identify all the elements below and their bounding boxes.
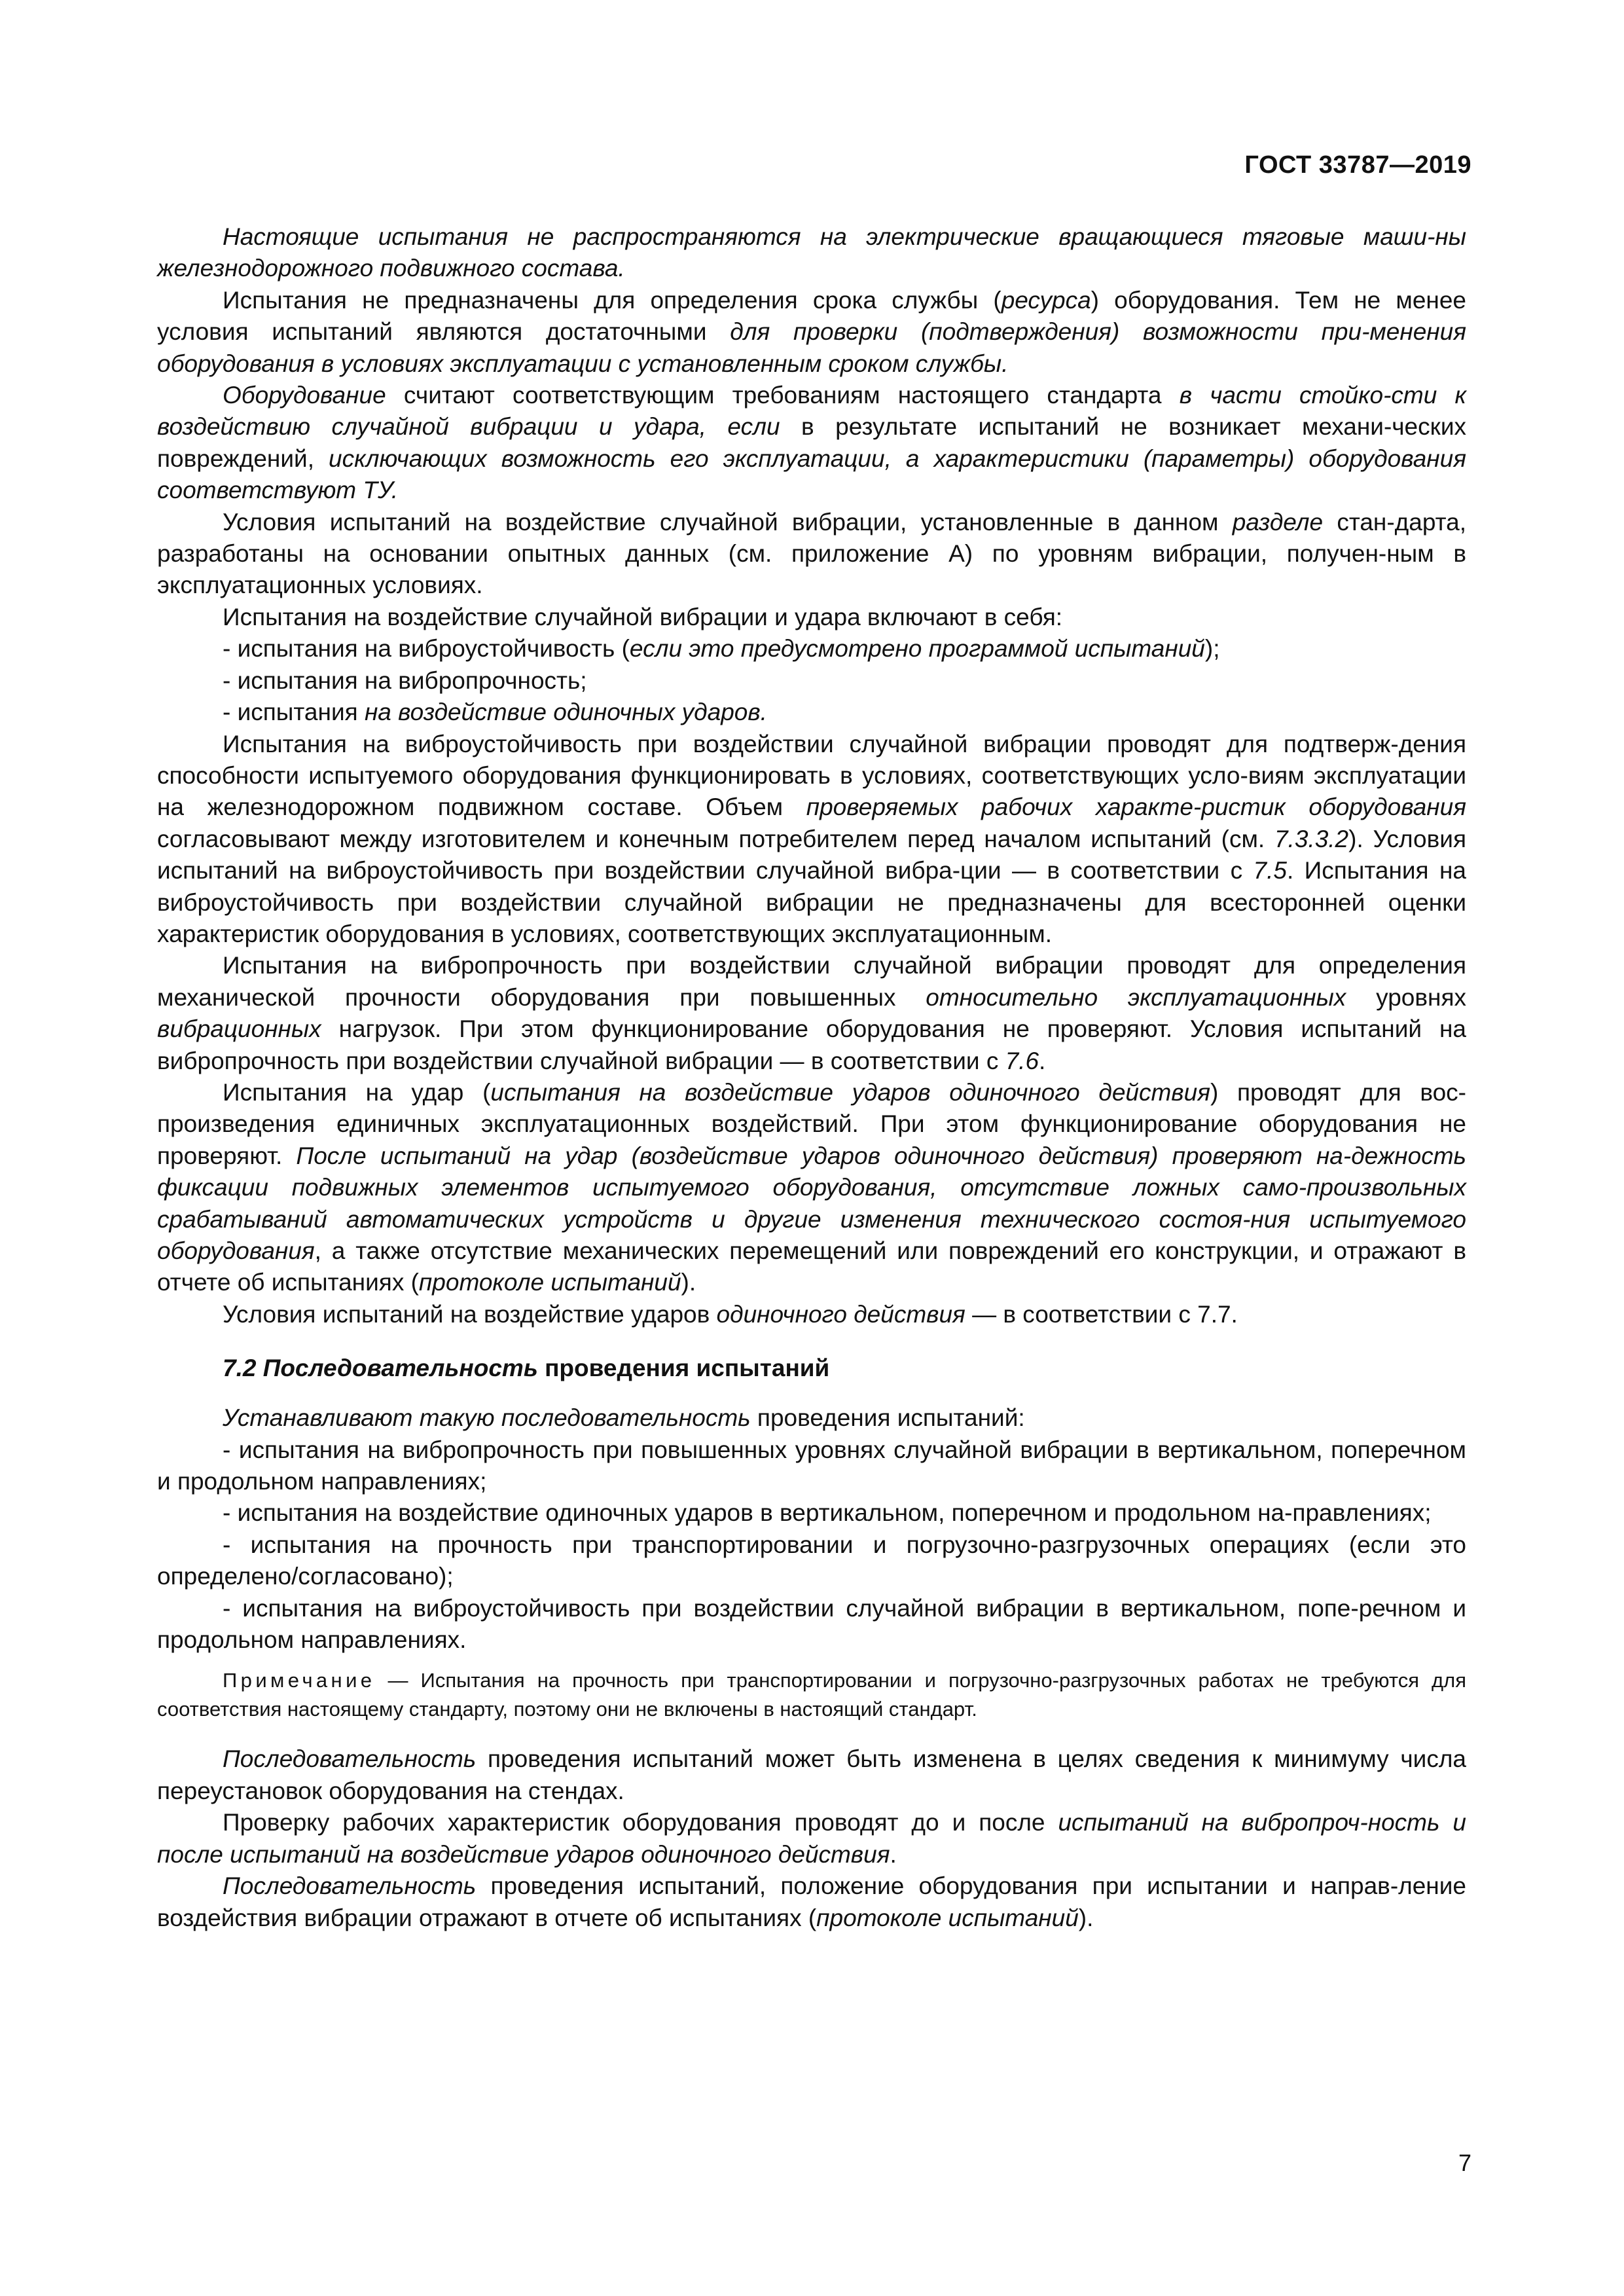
text-run: Испытания на удар ( xyxy=(223,1078,491,1106)
text-run: проведения испытаний, положение оборудования при испытании и направ-ление воздействия вибрации отражают в отчете об испытаниях ( xyxy=(157,1872,1466,1931)
italic-text: протоколе испытаний xyxy=(418,1269,681,1296)
italic-text: на воздействие одиночных ударов. xyxy=(364,699,767,726)
text-run: проведения испытаний: xyxy=(750,1404,1025,1432)
italic-text: 7.3.3.2 xyxy=(1274,825,1349,852)
text-run: Испытания не предназначены для определения срока службы ( xyxy=(223,286,1001,314)
text-run: , а также отсутствие механических перемещений или повреждений его конструкции, и отражают в отчете об испытаниях ( xyxy=(157,1237,1466,1296)
text-run: - испытания на прочность при транспортировании и погрузочно-разгрузочных операциях (если это определено/согласовано); xyxy=(157,1531,1466,1590)
paragraph xyxy=(157,1807,1466,1870)
italic-text: После испытаний на удар (воздействие ударов одиночного действия) проверяют на-дежность фиксации подвижных элементов испытуемого оборудования, отсутствие ложных само-произвольных срабатываний автоматических устройств и другие изменения технического состоя-ния испытуемого оборудования xyxy=(157,1142,1466,1264)
italic-text: 7.6 xyxy=(1005,1047,1039,1074)
list-item xyxy=(157,1497,1466,1529)
italic-text: протоколе испытаний xyxy=(816,1904,1079,1931)
text-run: Испытания на виброустойчивость при воздействии случайной вибрации проводят для подтверж-дения способности испытуемого оборудования функционировать в условиях, соответствующих усло-виям эксплуатации на железнодорожном подвижном составе. Объем xyxy=(157,730,1466,821)
paragraph xyxy=(157,1743,1466,1807)
text-run: - испытания на воздействие одиночных ударов в вертикальном, поперечном и продольном на-правлениях; xyxy=(223,1499,1432,1527)
text-run: стан-дарта, разработаны на основании опытных данных (см. приложение А) по уровням вибрации, получен-ным в эксплуатационных условиях. xyxy=(157,508,1466,599)
text-run: Испытания на вибропрочность при воздействии случайной вибрации проводят для определения механической прочности оборудования при повышенных xyxy=(157,952,1466,1011)
list-item xyxy=(157,1529,1466,1593)
italic-text: Последовательность xyxy=(223,1745,477,1773)
text-run: в результате испытаний не возникает механи-ческих повреждений, xyxy=(157,413,1466,472)
text-run: согласовывают между изготовителем и конечным потребителем перед началом испытаний (см. xyxy=(157,825,1274,852)
list-item xyxy=(157,665,1466,697)
list-item xyxy=(157,1434,1466,1498)
italic-text: испытания на воздействие ударов одиночного действия xyxy=(490,1078,1210,1106)
text-run: Условия испытаний на воздействие ударов xyxy=(223,1300,717,1328)
italic-text: ресурса xyxy=(1001,286,1091,314)
paragraph xyxy=(157,1870,1466,1934)
text-run: Испытания на воздействие случайной вибрации и удара включают в себя: xyxy=(223,603,1063,630)
text-run: . xyxy=(1039,1047,1046,1074)
text-run: Проверку рабочих характеристик оборудования проводят до и после xyxy=(223,1809,1058,1836)
note-label: Примечание xyxy=(223,1669,376,1692)
text-run: . xyxy=(890,1840,897,1868)
italic-text: Последовательность xyxy=(223,1872,477,1900)
italic-text: одиночного действия xyxy=(716,1300,965,1328)
italic-text: относительно эксплуатационных xyxy=(926,983,1346,1011)
text-run: уровнях xyxy=(1346,983,1466,1011)
paragraph xyxy=(157,285,1466,380)
paragraph xyxy=(157,380,1466,507)
section-heading xyxy=(157,1353,1466,1384)
page-number: 7 xyxy=(1458,2149,1471,2176)
italic-text: проверяемых рабочих характе-ристик оборудования xyxy=(806,793,1466,821)
italic-text: 7.2 Последовательность xyxy=(223,1355,538,1382)
text-run: - испытания на вибропрочность; xyxy=(223,666,587,694)
note xyxy=(157,1666,1466,1724)
paragraph xyxy=(157,221,1466,285)
text-run: ). xyxy=(681,1269,696,1296)
paragraph xyxy=(157,1402,1466,1434)
text-run: ) оборудования. Тем не менее условия испытаний являются достаточными xyxy=(157,286,1466,346)
italic-text: 7.5 xyxy=(1253,857,1287,884)
italic-text: для проверки (подтверждения) возможности при-менения оборудования в условиях эксплуатации с установленным сроком службы. xyxy=(157,318,1466,377)
paragraph xyxy=(157,1299,1466,1330)
text-run: - испытания xyxy=(223,699,365,726)
italic-text: Устанавливают такую последовательность xyxy=(223,1404,751,1432)
italic-text: испытаний на вибропроч-ность и после испытаний на воздействие ударов одиночного действия xyxy=(157,1809,1466,1868)
text-run: нагрузок. При этом функционирование оборудования не проверяют. Условия испытаний на вибропрочность при воздействии случайной вибрации — в соответствии с xyxy=(157,1015,1466,1074)
list-item xyxy=(157,633,1466,665)
text-run: ) проводят для вос-произведения единичных эксплуатационных воздействий. При этом функционирование оборудования не проверяют. xyxy=(157,1078,1466,1169)
document-body xyxy=(157,221,1466,1934)
italic-text: исключающих возможность его эксплуатации, а характеристики (параметры) оборудования соответствуют ТУ. xyxy=(157,445,1466,504)
text-run: ). xyxy=(1078,1904,1094,1931)
text-run: — в соответствии с 7.7. xyxy=(965,1300,1238,1328)
text-run: - испытания на виброустойчивость ( xyxy=(223,635,630,663)
text-run: ); xyxy=(1204,635,1220,663)
text-run: проведения испытаний может быть изменена в целях сведения к минимуму числа переустановок оборудования на стендах. xyxy=(157,1745,1466,1804)
text-run: — Испытания на прочность при транспортировании и погрузочно-разгрузочных работах не требуются для соответствия настоящему стандарту, поэтому они не включены в настоящий стандарт. xyxy=(157,1669,1466,1721)
text-run: - испытания на виброустойчивость при воздействии случайной вибрации в вертикальном, попе-речном и продольном направлениях. xyxy=(157,1594,1466,1654)
text-run: - испытания на вибропрочность при повышенных уровнях случайной вибрации в вертикальном, поперечном и продольном направлениях; xyxy=(157,1436,1466,1495)
paragraph xyxy=(157,507,1466,602)
text-run: Условия испытаний на воздействие случайной вибрации, установленные в данном xyxy=(223,508,1233,536)
italic-text: в части стойко-сти к воздействию случайной вибрации и удара, если xyxy=(157,382,1466,441)
paragraph xyxy=(157,1077,1466,1299)
italic-text: Настоящие испытания не распространяются на электрические вращающиеся тяговые маши-ны железнодорожного подвижного состава. xyxy=(157,223,1466,282)
paragraph xyxy=(157,729,1466,951)
standard-number-header: ГОСТ 33787—2019 xyxy=(1244,151,1471,179)
text-run: считают соответствующим требованиям настоящего стандарта xyxy=(386,382,1180,409)
paragraph xyxy=(157,602,1466,633)
italic-text: Оборудование xyxy=(223,382,386,409)
italic-text: если это предусмотрено программой испытаний xyxy=(629,635,1205,663)
italic-text: разделе xyxy=(1232,508,1324,536)
list-item xyxy=(157,697,1466,728)
paragraph xyxy=(157,950,1466,1077)
text-run: ). Условия испытаний на виброустойчивость при воздействии случайной вибра-ции — в соответствии с xyxy=(157,825,1466,884)
text-run: . Испытания на виброустойчивость при воздействии случайной вибрации не предназначены для всесторонней оценки характеристик оборудования в условиях, соответствующих эксплуатационным. xyxy=(157,857,1466,947)
text-run: проведения испытаний xyxy=(537,1355,830,1382)
italic-text: вибрационных xyxy=(157,1015,321,1043)
list-item xyxy=(157,1593,1466,1656)
